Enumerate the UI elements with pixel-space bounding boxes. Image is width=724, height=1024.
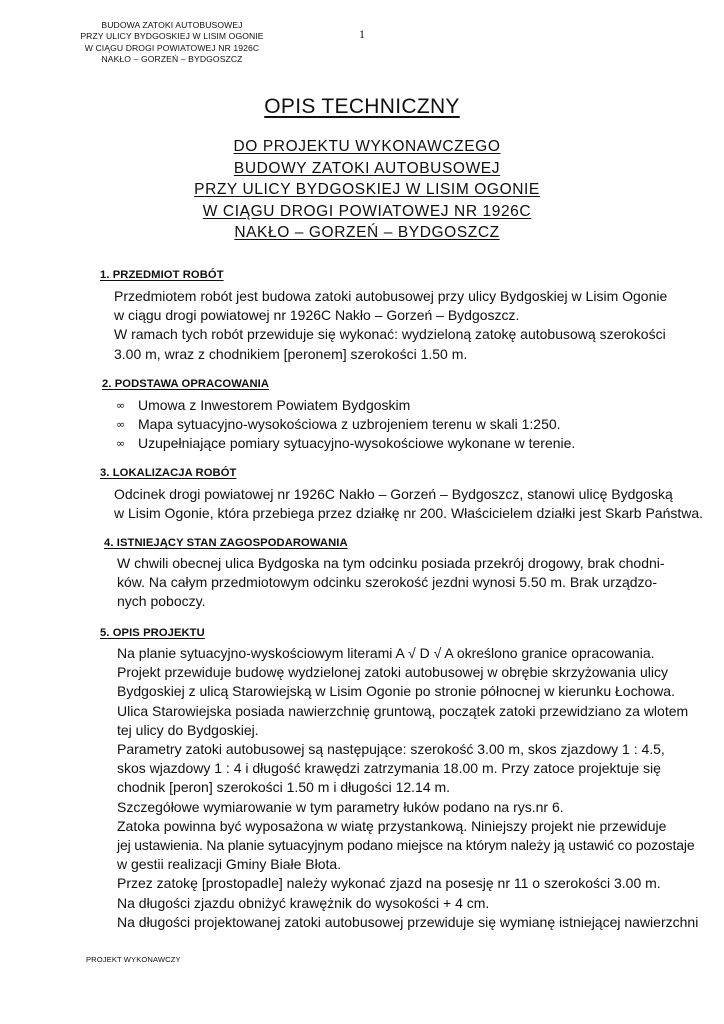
body-line: Ulica Starowiejska posiada nawierzchnię gruntową, początek zatoki przewidziano za wlotem — [117, 702, 689, 719]
body-line: Na planie sytuacyjno-wyskościowym literami A √ D √ A określono granice opracowania. — [117, 645, 655, 661]
header-line: BUDOWA ZATOKI AUTOBUSOWEJ — [101, 20, 243, 30]
header-line: NAKŁO – GORZEŃ – BYDGOSZCZ — [101, 54, 243, 65]
infinity-bullet-icon: ∞ — [116, 399, 126, 412]
body-line: W ramach tych robót przewiduje się wykonać: wydzieloną zatokę autobusową szerokości — [114, 326, 666, 343]
body-line: Szczegółowe wymiarowanie w tym parametry łuków podano na rys.nr 6. — [117, 798, 564, 815]
page-number: 1 — [359, 27, 365, 41]
body-line: Na długości projektowanej zatoki autobusowej przewiduje się wymianę istniejącej nawierzchni — [117, 913, 699, 930]
body-line: tej ulicy do Bydgoskiej. — [117, 721, 259, 738]
body-line: w ciągu drogi powiatowej nr 1926C Nakło – Gorzeń – Bydgoszcz. — [114, 307, 520, 324]
body-line: 3.00 m, wraz z chodnikiem [peronem] szerokości 1.50 m. — [114, 345, 468, 362]
subtitle-line: PRZY ULICY BYDGOSKIEJ W LISIM OGONIE — [194, 181, 540, 198]
infinity-bullet-icon: ∞ — [116, 418, 126, 432]
body-line: Przedmiotem robót jest budowa zatoki autobusowej przy ulicy Bydgoskiej w Lisim Ogonie — [114, 288, 668, 304]
subtitle-line: W CIĄGU DROGI POWIATOWEJ NR 1926C — [202, 202, 532, 220]
infinity-bullet-icon: ∞ — [116, 437, 126, 451]
document-subtitle — [0, 136, 724, 244]
body-line: W chwili obecnej ulica Bydgoska na tym odcinku posiada przekrój drogowy, brak chodni- — [117, 555, 665, 571]
body-line: w gestii realizacji Gminy Białe Błota. — [117, 856, 342, 873]
body-line: Projekt przewiduje budowę wydzielonej zatoki autobusowej w obrębie skrzyżowania ulicy — [117, 664, 668, 681]
body-line: Bydgoskiej z ulicą Starowiejską w Lisim Ogonie po stronie północnej w kierunku Łochowa. — [117, 683, 675, 700]
body-line: ków. Na całym przedmiotowym odcinku szerokość jezdni wynosi 5.50 m. Brak urządzo- — [117, 574, 657, 591]
subtitle-line: NAKŁO – GORZEŃ – BYDGOSZCZ — [234, 224, 500, 241]
section-2-heading: 2. PODSTAWA OPRACOWANIA — [102, 378, 270, 390]
body-line: Zatoka powinna być wyposażona w wiatę przystankową. Niniejszy projekt nie przewiduje — [117, 817, 667, 834]
section-3-body — [114, 485, 703, 523]
section-5-body — [117, 644, 698, 932]
document-footer: PROJEKT WYKONAWCZY — [86, 955, 181, 964]
section-2-list — [116, 396, 575, 454]
section-3-heading: 3. LOKALIZACJA ROBÓT — [100, 467, 237, 479]
header-line: W CIĄGU DROGI POWIATOWEJ NR 1926C — [84, 42, 260, 53]
body-line: Na długości zjazdu obniżyć krawężnik do wysokości + 4 cm. — [117, 894, 490, 911]
subtitle-line: DO PROJEKTU WYKONAWCZEGO — [233, 138, 501, 155]
body-line: skos wjazdowy 1 : 4 i długość krawędzi zatrzymania 18.00 m. Przy zatoce projektuje się — [117, 760, 661, 777]
list-item — [116, 434, 575, 453]
body-line: chodnik [peron] szerokości 1.50 m i długości 12.14 m. — [117, 779, 451, 796]
list-item-text: Mapa sytuacyjno-wysokościowa z uzbrojeniem terenu w skali 1:250. — [138, 416, 561, 433]
list-item — [116, 396, 575, 415]
list-item — [116, 415, 575, 434]
section-4-body — [117, 554, 665, 612]
document-header — [62, 20, 282, 66]
section-1-heading: 1. PRZEDMIOT ROBÓT — [100, 269, 224, 281]
body-line: jej ustawienia. Na planie sytuacyjnym podano miejsce na którym należy ją ustawić co pozostaje — [117, 837, 695, 854]
body-line: Parametry zatoki autobusowej są następujące: szerokość 3.00 m, skos zjazdowy 1 : 4.5, — [117, 741, 665, 758]
body-line: Odcinek drogi powiatowej nr 1926C Nakło – Gorzeń – Bydgoszcz, stanowi ulicę Bydgoską — [114, 486, 673, 502]
section-1-body — [114, 287, 667, 364]
body-line: Przez zatokę [prostopadle] należy wykonać zjazd na posesję nr 11 o szerokości 3.00 m. — [117, 875, 661, 892]
list-item-text: Umowa z Inwestorem Powiatem Bydgoskim — [138, 397, 411, 413]
section-4-heading: 4. ISTNIEJĄCY STAN ZAGOSPODAROWANIA — [104, 537, 348, 549]
subtitle-line: BUDOWY ZATOKI AUTOBUSOWEJ — [233, 159, 501, 177]
body-line: nych poboczy. — [117, 593, 206, 610]
header-line: PRZY ULICY BYDGOSKIEJ W LISIM OGONIE — [80, 31, 264, 42]
section-5-heading: 5. OPIS PROJEKTU — [100, 627, 205, 639]
document-title: OPIS TECHNICZNY — [264, 95, 460, 118]
list-item-text: Uzupełniające pomiary sytuacyjno-wysokościowe wykonane w terenie. — [138, 435, 576, 452]
body-line: w Lisim Ogonie, która przebiega przez działkę nr 200. Właścicielem działki jest Skarb Państwa. — [114, 505, 704, 522]
